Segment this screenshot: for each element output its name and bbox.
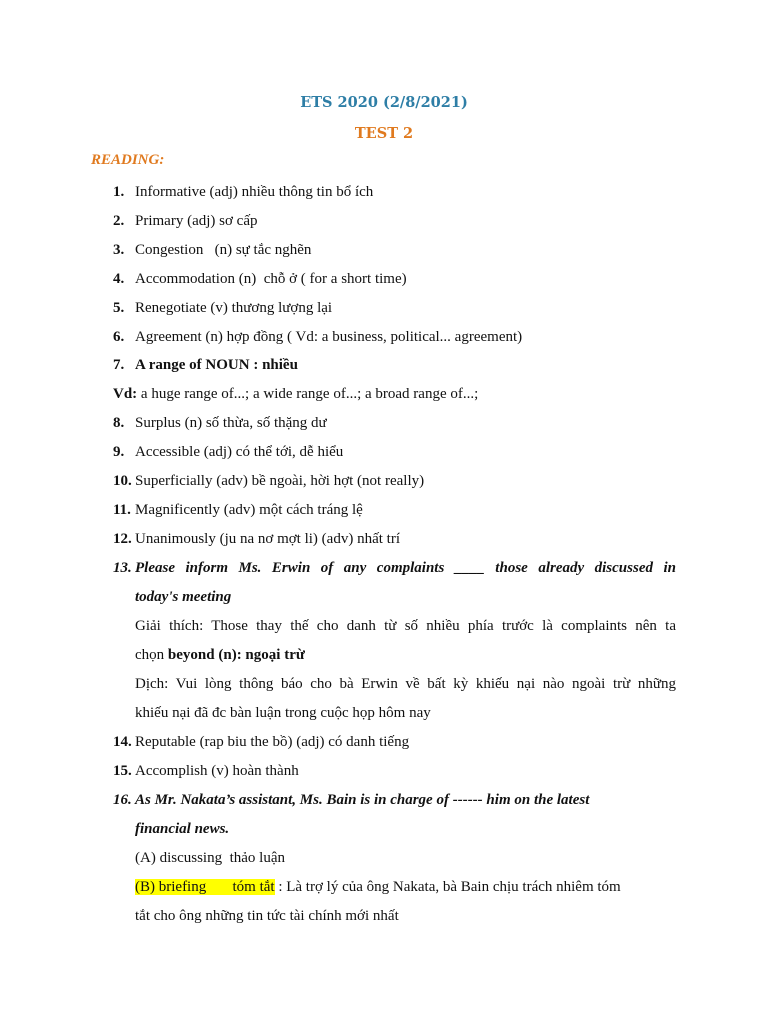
list-item bbox=[113, 442, 343, 462]
section-heading: READING: bbox=[91, 152, 165, 168]
item-text: Reputable (rap biu the bồ) (adj) có danh tiếng bbox=[135, 734, 410, 750]
item-number: 5. bbox=[113, 300, 125, 316]
option-b-explanation: : Là trợ lý của ông Nakata, bà Bain chịu trách nhiêm tóm bbox=[274, 879, 621, 895]
item-number: 11. bbox=[113, 502, 131, 518]
item-number: 9. bbox=[113, 444, 125, 460]
item-number: 10. bbox=[113, 473, 132, 489]
list-item bbox=[113, 732, 409, 752]
highlighted-answer: (B) briefing tóm tắt bbox=[135, 879, 275, 895]
list-item bbox=[113, 269, 407, 289]
question-continuation: financial news. bbox=[135, 821, 230, 837]
item-text: Accommodation (n) chỗ ở ( for a short time) bbox=[135, 271, 407, 287]
document-title: ETS 2020 (2/8/2021) bbox=[300, 94, 468, 111]
item-text: Unanimously (ju na nơ mợt li) (adv) nhất trí bbox=[135, 531, 400, 547]
item-text: Surplus (n) số thừa, số thặng dư bbox=[135, 415, 327, 431]
item-text: Informative (adj) nhiều thông tin bổ ích bbox=[135, 184, 374, 200]
list-item bbox=[113, 327, 522, 347]
example-text: a huge range of...; a wide range of...; a broad range of...; bbox=[137, 386, 479, 402]
item-number: 2. bbox=[113, 213, 125, 229]
item-number: 16. bbox=[113, 792, 132, 808]
list-item bbox=[113, 413, 327, 433]
item-number: 15. bbox=[113, 763, 132, 779]
list-item bbox=[113, 298, 332, 318]
option-a: (A) discussing thảo luận bbox=[135, 850, 285, 866]
question-text: Please inform Ms. Erwin of any complaints ____ those already discussed in bbox=[135, 560, 676, 576]
list-item bbox=[113, 471, 424, 491]
item-number: 6. bbox=[113, 329, 125, 345]
item-number: 7. bbox=[113, 357, 125, 373]
item-number: 14. bbox=[113, 734, 132, 750]
item-text: Congestion (n) sự tắc nghẽn bbox=[135, 242, 312, 258]
list-item bbox=[113, 355, 298, 375]
answer-text: beyond (n): ngoại trừ bbox=[167, 647, 305, 663]
item-text: Renegotiate (v) thương lượng lại bbox=[135, 300, 333, 316]
item-number: 3. bbox=[113, 242, 125, 258]
option-b-continuation: tắt cho ông những tin tức tài chính mới nhất bbox=[135, 908, 399, 924]
item-text: Magnificently (adv) một cách tráng lệ bbox=[135, 502, 363, 518]
explanation-prefix: chọn bbox=[135, 647, 168, 663]
list-item bbox=[113, 500, 363, 520]
example-line bbox=[113, 384, 478, 404]
item-text: Superficially (adv) bề ngoài, hời hợt (not really) bbox=[135, 473, 425, 489]
list-item bbox=[113, 211, 257, 231]
explanation-answer bbox=[135, 645, 676, 665]
translation-line: khiếu nại đã đc bàn luận trong cuộc họp hôm nay bbox=[135, 705, 431, 721]
question-13 bbox=[113, 558, 676, 578]
list-item bbox=[113, 240, 311, 260]
option-b bbox=[135, 877, 676, 897]
question-16 bbox=[113, 790, 589, 810]
list-item bbox=[113, 529, 400, 549]
item-number: 1. bbox=[113, 184, 125, 200]
item-text: Primary (adj) sơ cấp bbox=[135, 213, 258, 229]
item-number: 13. bbox=[113, 560, 132, 576]
item-number: 4. bbox=[113, 271, 125, 287]
list-item bbox=[113, 761, 299, 781]
item-text: Accomplish (v) hoàn thành bbox=[135, 763, 299, 779]
item-number: 12. bbox=[113, 531, 132, 547]
item-text: A range of NOUN : nhiều bbox=[135, 357, 298, 373]
question-text: As Mr. Nakata’s assistant, Ms. Bain is in charge of ------ him on the latest bbox=[135, 792, 590, 808]
example-label: Vd: bbox=[113, 386, 138, 402]
translation-line: Dịch: Vui lòng thông báo cho bà Erwin về bất kỳ khiếu nại nào ngoài trừ những bbox=[135, 676, 676, 692]
item-number: 8. bbox=[113, 415, 125, 431]
document-subtitle: TEST 2 bbox=[354, 125, 414, 142]
item-text: Accessible (adj) có thể tới, dễ hiểu bbox=[135, 444, 344, 460]
item-text: Agreement (n) hợp đồng ( Vd: a business, political... agreement) bbox=[135, 329, 523, 345]
explanation-line: Giải thích: Those thay thế cho danh từ số nhiều phía trước là complaints nên ta bbox=[135, 618, 676, 634]
question-continuation: today's meeting bbox=[135, 589, 232, 605]
list-item bbox=[113, 182, 373, 202]
